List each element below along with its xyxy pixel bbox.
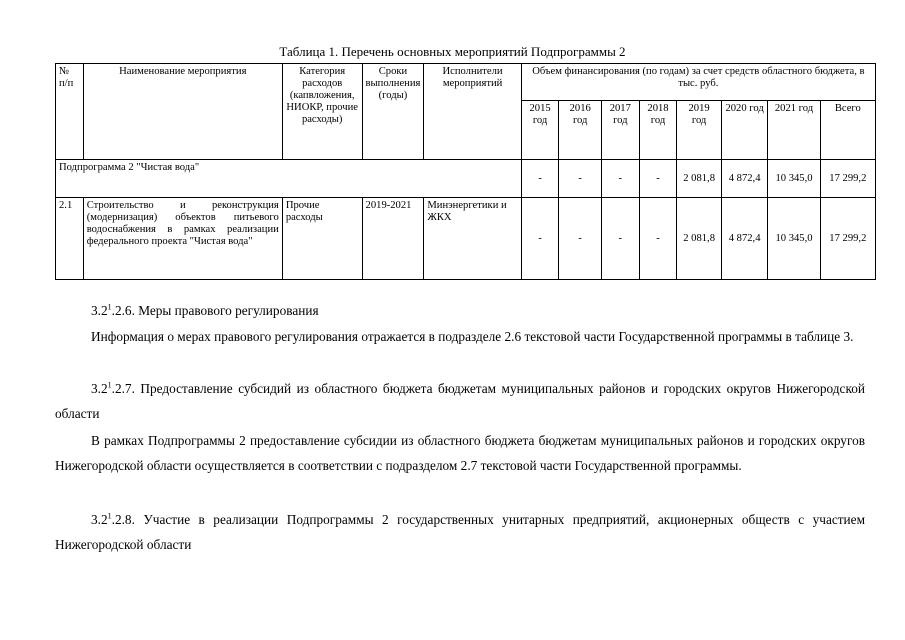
table-cell: - xyxy=(639,160,677,198)
header-category: Категория расходов (капвложения, НИОКР, прочие расходы) xyxy=(282,64,362,160)
table-cell: - xyxy=(521,160,559,198)
row-executors: Минэнергетики и ЖКХ xyxy=(424,198,521,280)
subprogram-row xyxy=(56,160,876,198)
section-heading-2-6: $3.2^1.2.6$. Меры правового регулирования xyxy=(91,302,319,318)
subprogram-label: Подпрограмма 2 "Чистая вода" xyxy=(56,160,522,198)
table-cell: - xyxy=(639,198,677,280)
header-name: Наименование мероприятия xyxy=(83,64,282,160)
header-num: № п/п xyxy=(56,64,84,160)
header-total: Всего xyxy=(820,101,875,160)
header-executors: Исполнители мероприятий xyxy=(424,64,521,160)
section-heading-2-8: $3.2^1.2.8$. Участие в реализации Подпрограммы 2 государственных унитарных предприятий, акционерных обществ с участием Нижегородской области xyxy=(55,511,865,552)
table-cell: 10 345,0 xyxy=(768,198,820,280)
header-year: 2020 год xyxy=(721,101,767,160)
header-funding: Объем финансирования (по годам) за счет средств областного бюджета, в тыс. руб. xyxy=(521,64,875,101)
activities-table xyxy=(55,63,876,280)
table-cell: 4 872,4 xyxy=(721,198,767,280)
header-year: 2016 год xyxy=(559,101,602,160)
section-text-2-7: В рамках Подпрограммы 2 предоставление субсидии из областного бюджета бюджетам муниципальных районов и городских округов Нижегородской области осуществляется в соответствии с подразделом 2.7 текстовой части Государственной программы. xyxy=(55,433,865,473)
table-cell: 10 345,0 xyxy=(768,160,820,198)
table-cell: - xyxy=(601,198,639,280)
header-terms: Сроки выполнения (годы) xyxy=(362,64,424,160)
header-year: 2017 год xyxy=(601,101,639,160)
table-cell: - xyxy=(559,198,602,280)
table-cell: 4 872,4 xyxy=(721,160,767,198)
row-terms: 2019-2021 xyxy=(362,198,424,280)
row-name: Строительство и реконструкция (модернизация) объектов питьевого водоснабжения в рамках реализации федерального проекта "Чистая вода" xyxy=(83,198,282,280)
header-year: 2018 год xyxy=(639,101,677,160)
table-cell: 2 081,8 xyxy=(677,198,722,280)
header-year: 2019 год xyxy=(677,101,722,160)
row-num: 2.1 xyxy=(56,198,84,280)
header-row xyxy=(56,64,876,101)
section-heading-2-7: $3.2^1.2.7$. Предоставление субсидий из областного бюджета бюджетам муниципальных районов и городских округов Нижегородской области xyxy=(55,380,865,421)
table-cell: 17 299,2 xyxy=(820,160,875,198)
table-row xyxy=(56,198,876,280)
table-cell: - xyxy=(521,198,559,280)
table-cell: - xyxy=(559,160,602,198)
header-year: 2015 год xyxy=(521,101,559,160)
table-cell: 17 299,2 xyxy=(820,198,875,280)
section-text-2-6: Информация о мерах правового регулирования отражается в подразделе 2.6 текстовой части Государственной программы в таблице 3. xyxy=(91,329,854,344)
table-cell: 2 081,8 xyxy=(677,160,722,198)
row-category: Прочие расходы xyxy=(282,198,362,280)
table-cell: - xyxy=(601,160,639,198)
header-year: 2021 год xyxy=(768,101,820,160)
table-caption: Таблица 1. Перечень основных мероприятий Подпрограммы 2 xyxy=(279,44,626,59)
